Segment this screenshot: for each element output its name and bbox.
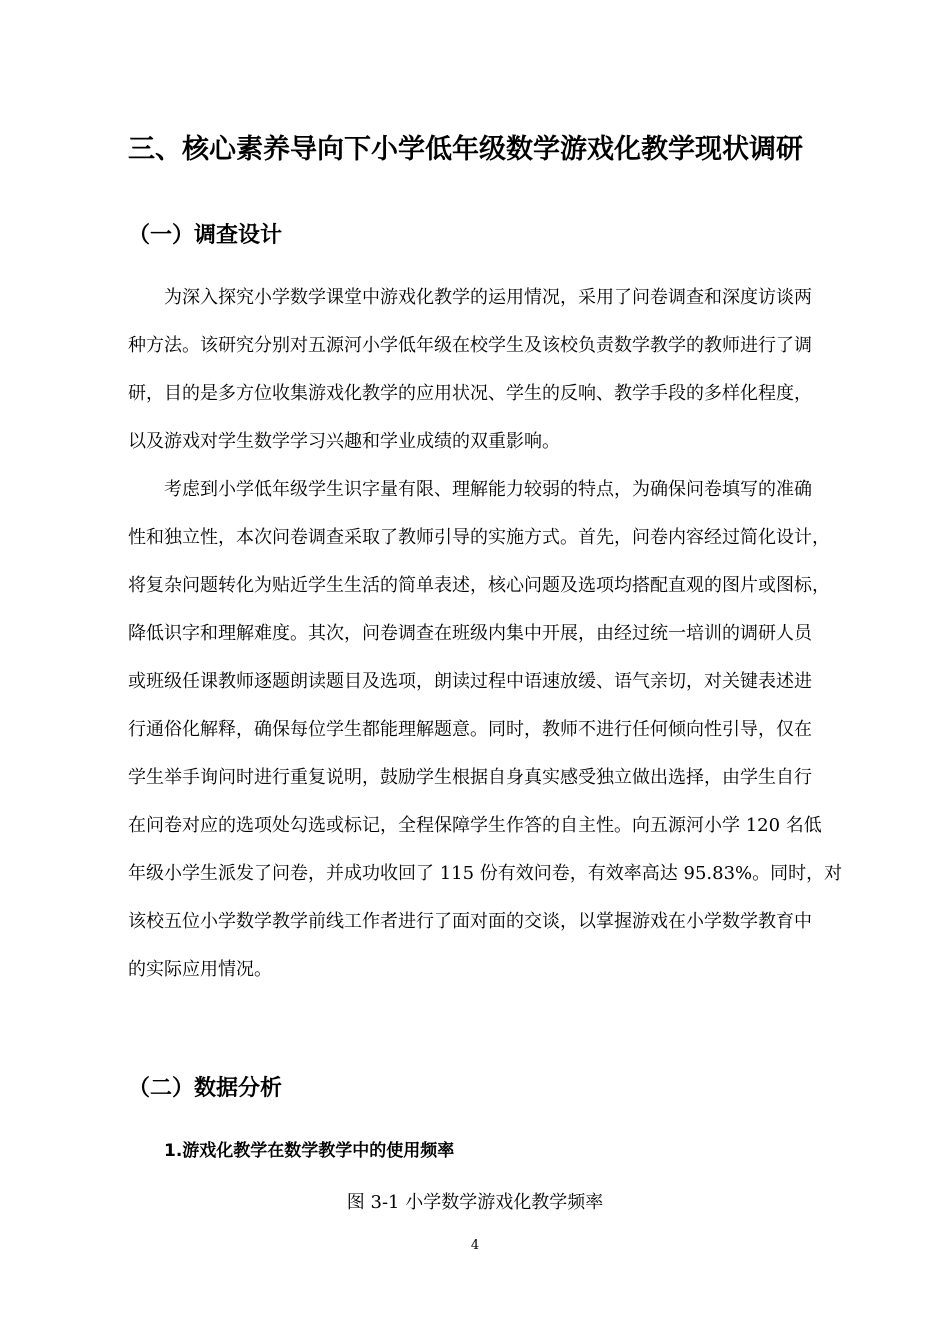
page-number: 4: [470, 1238, 480, 1253]
section-heading-data-analysis: （二）数据分析: [128, 1076, 283, 1101]
paragraph-line: 研，目的是多方位收集游戏化教学的应用状况、学生的反响、教学手段的多样化程度，: [128, 383, 812, 404]
paragraph-line: 将复杂问题转化为贴近学生生活的简单表述，核心问题及选项均搭配直观的图片或图标，: [128, 575, 830, 596]
paragraph-line: 性和独立性，本次问卷调查采取了教师引导的实施方式。首先，问卷内容经过简化设计，: [128, 527, 830, 548]
paragraph-line: 或班级任课教师逐题朗读题目及选项，朗读过程中语速放缓、语气亲切，对关键表述进: [128, 671, 812, 692]
paragraph-line: 以及游戏对学生数学学习兴趣和学业成绩的双重影响。: [128, 431, 560, 452]
paragraph-line: 的实际应用情况。: [128, 959, 272, 980]
section-heading-survey-design: （一）调查设计: [128, 223, 283, 248]
figure-caption: 图 3-1 小学数学游戏化教学频率: [346, 1192, 604, 1213]
paragraph-line: 年级小学生派发了问卷，并成功收回了 115 份有效问卷，有效率高达 95.83%。同时，对: [128, 863, 843, 884]
paragraph-line: 该校五位小学数学教学前线工作者进行了面对面的交谈，以掌握游戏在小学数学教育中: [128, 911, 812, 932]
paragraph-line: 在问卷对应的选项处勾选或标记，全程保障学生作答的自主性。向五源河小学 120 名低: [128, 815, 822, 836]
paragraph-line: 考虑到小学低年级学生识字量有限、理解能力较弱的特点，为确保问卷填写的准确: [164, 479, 812, 500]
paragraph-line: 行通俗化解释，确保每位学生都能理解题意。同时，教师不进行任何倾向性引导，仅在: [128, 719, 812, 740]
chapter-title: 三、核心素养导向下小学低年级数学游戏化教学现状调研: [128, 134, 803, 165]
subsection-heading: 1.游戏化教学在数学教学中的使用频率: [164, 1141, 455, 1161]
paragraph-line: 种方法。该研究分别对五源河小学低年级在校学生及该校负责数学教学的教师进行了调: [128, 335, 812, 356]
paragraph-line: 为深入探究小学数学课堂中游戏化教学的运用情况，采用了问卷调查和深度访谈两: [164, 287, 812, 308]
paragraph-line: 降低识字和理解难度。其次，问卷调查在班级内集中开展，由经过统一培训的调研人员: [128, 623, 812, 644]
paragraph-line: 学生举手询问时进行重复说明，鼓励学生根据自身真实感受独立做出选择，由学生自行: [128, 767, 812, 788]
